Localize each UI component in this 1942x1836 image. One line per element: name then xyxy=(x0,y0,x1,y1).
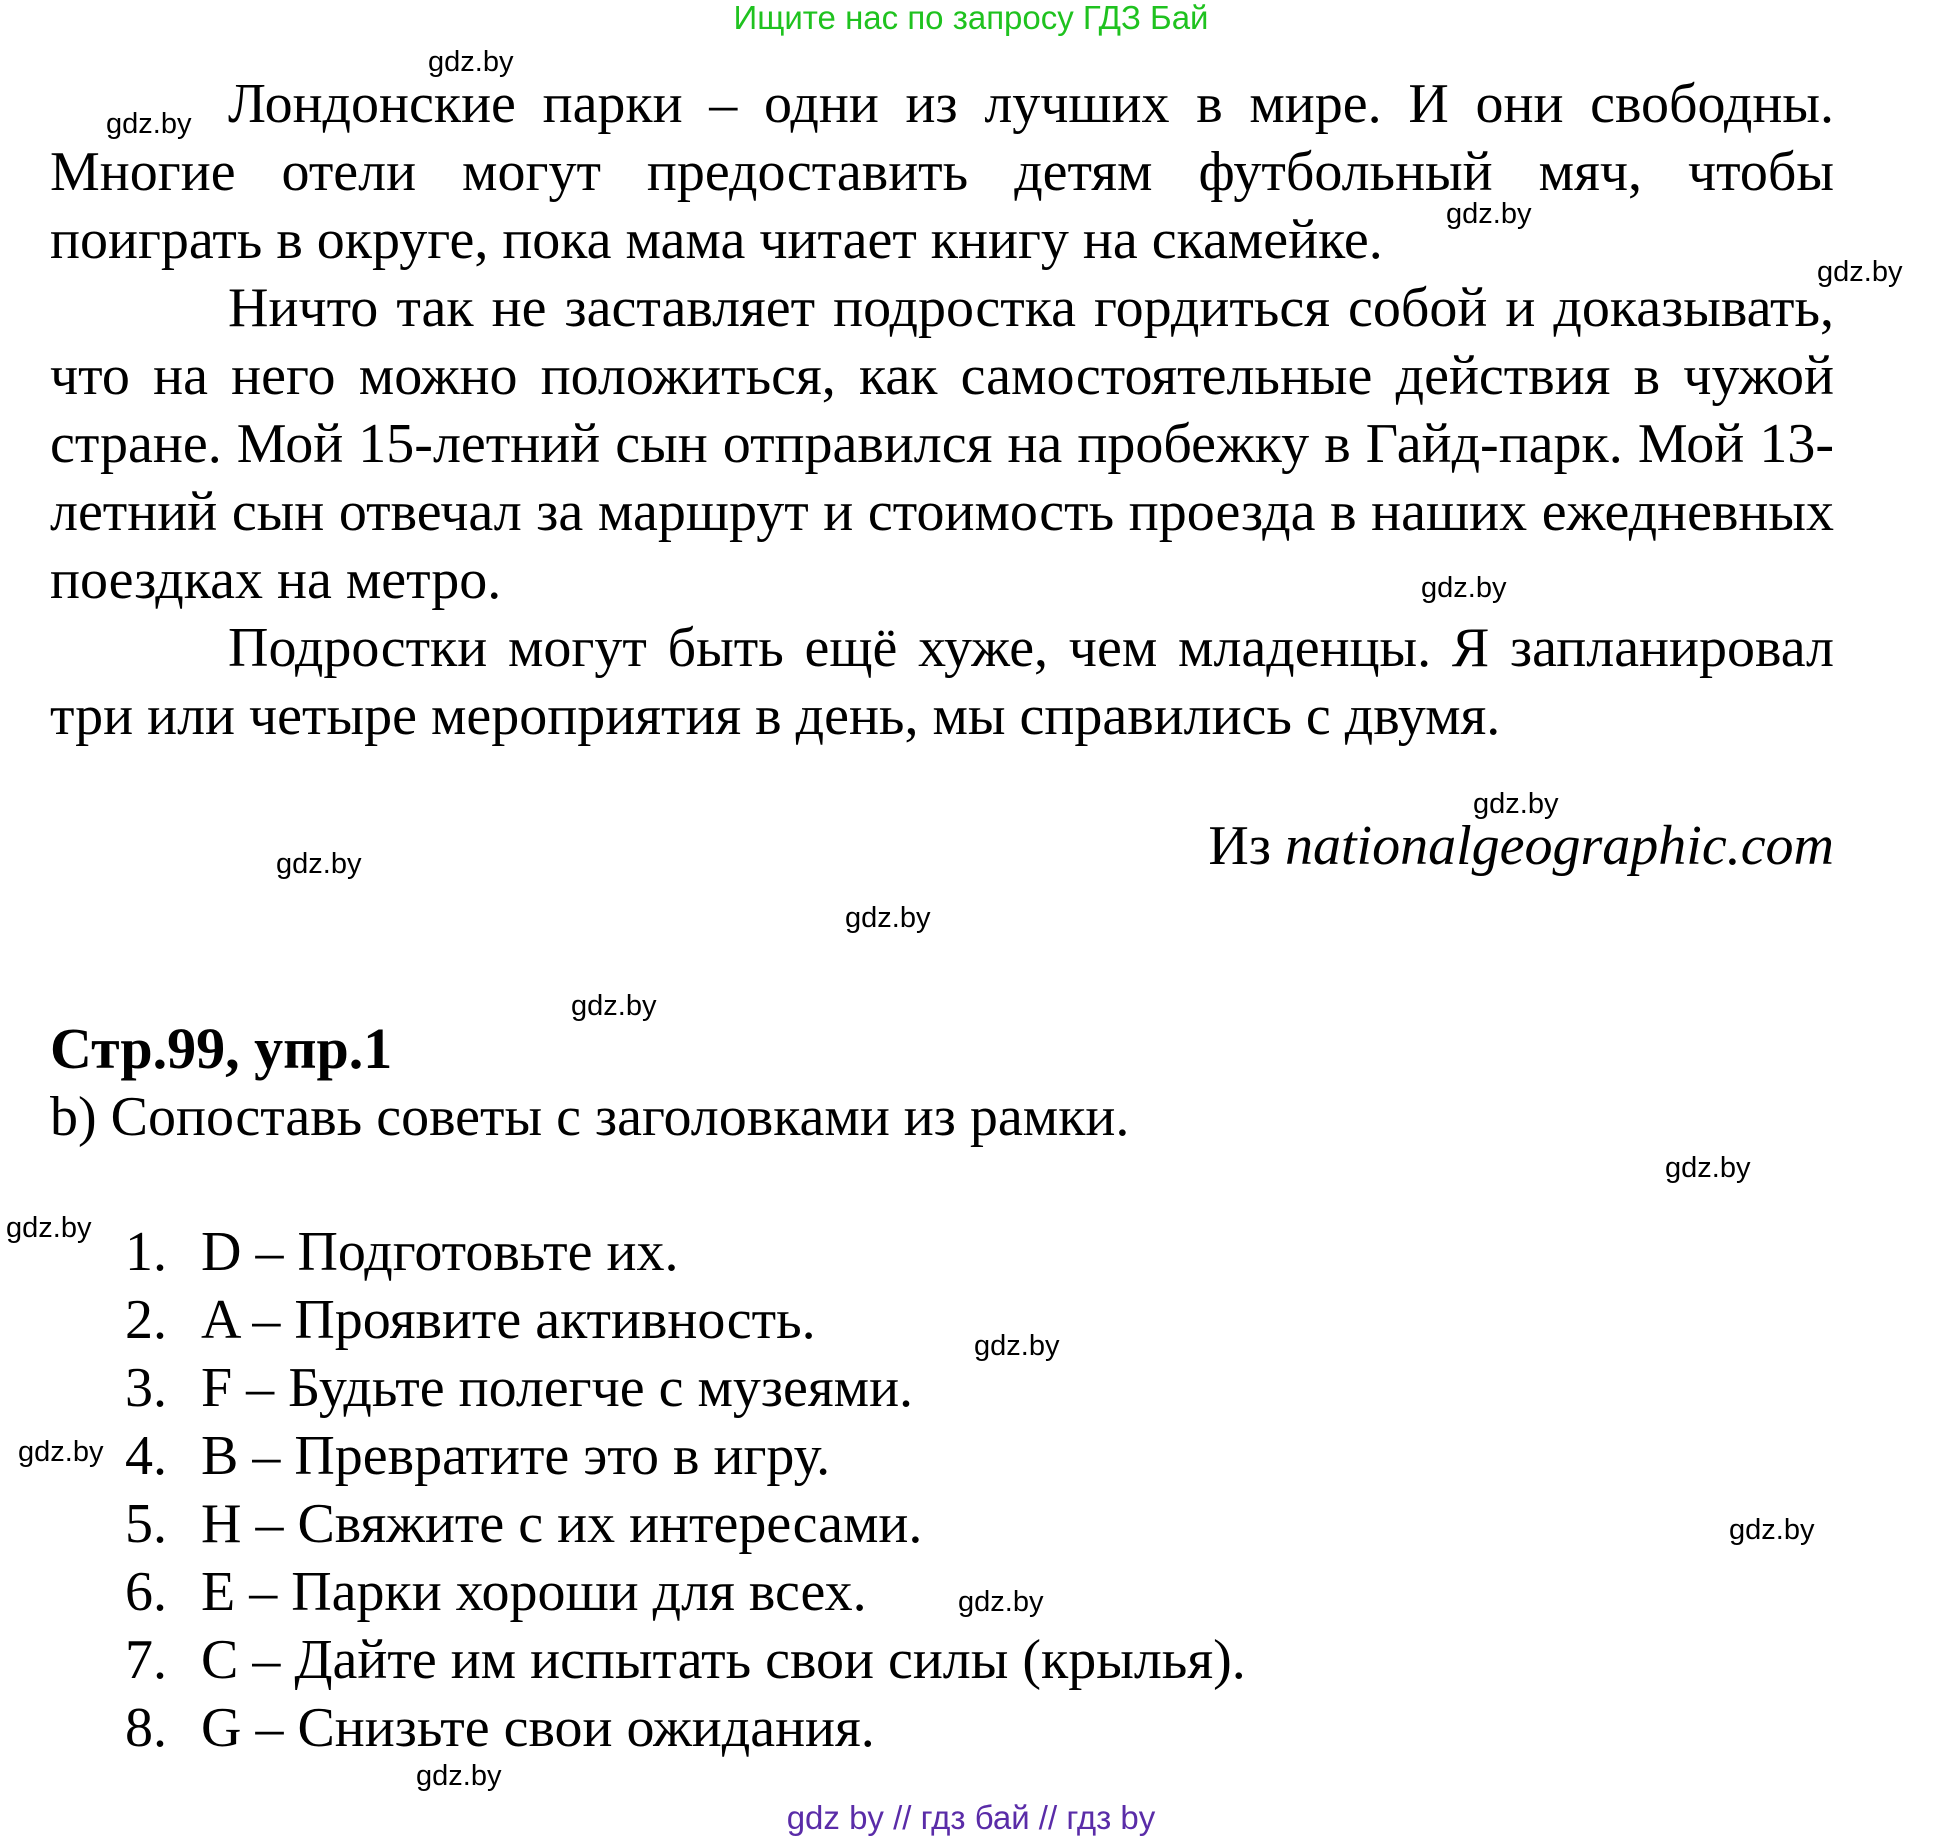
answer-text: B – Превратите это в игру. xyxy=(201,1425,831,1487)
answer-text: C – Дайте им испытать свои силы (крылья). xyxy=(201,1629,1246,1691)
watermark: gdz.by xyxy=(416,1760,502,1792)
answer-item xyxy=(125,1694,1246,1762)
watermark: gdz.by xyxy=(1421,572,1507,604)
paragraph-text: Ничто так не заставляет подростка гордиться собой и доказывать, что на него можно положиться, как самостоятельные действия в чужой стране. Мой 15-летний сын отправился на пробежку в Гайд-парк. Мой 13-летний сын отвечал за маршрут и стоимость проезда в наших ежедневных поездках на метро. xyxy=(50,277,1834,611)
answer-number: 7. xyxy=(125,1629,167,1691)
exercise-heading: Стр.99, упр.1 xyxy=(50,1016,393,1081)
top-banner: Ищите нас по запросу ГДЗ Бай xyxy=(733,0,1209,36)
watermark: gdz.by xyxy=(428,46,514,78)
answer-item xyxy=(125,1422,1246,1490)
article-paragraph-3 xyxy=(50,614,1834,750)
watermark: gdz.by xyxy=(1665,1152,1751,1184)
answer-number: 4. xyxy=(125,1425,167,1487)
bottom-banner: gdz by // гдз бай // гдз by xyxy=(786,1799,1156,1836)
watermark: gdz.by xyxy=(974,1330,1060,1362)
watermark: gdz.by xyxy=(106,108,192,140)
attribution-prefix: Из xyxy=(1208,815,1285,877)
answer-list xyxy=(125,1218,1246,1762)
article-paragraph-2 xyxy=(50,274,1834,614)
answer-item xyxy=(125,1626,1246,1694)
answer-text: A – Проявите активность. xyxy=(201,1289,816,1351)
answer-item xyxy=(125,1218,1246,1286)
answer-text: G – Снизьте свои ожидания. xyxy=(201,1697,875,1759)
exercise-task: b) Сопоставь советы с заголовками из рамки. xyxy=(50,1086,1130,1148)
answer-number: 6. xyxy=(125,1561,167,1623)
answer-item xyxy=(125,1286,1246,1354)
article-paragraph-1 xyxy=(50,70,1834,274)
watermark: gdz.by xyxy=(958,1586,1044,1618)
answer-text: D – Подготовьте их. xyxy=(201,1221,679,1283)
answer-text: E – Парки хороши для всех. xyxy=(201,1561,867,1623)
answer-number: 5. xyxy=(125,1493,167,1555)
answer-text: H – Свяжите с их интересами. xyxy=(201,1493,923,1555)
answer-number: 1. xyxy=(125,1221,167,1283)
answer-item xyxy=(125,1354,1246,1422)
watermark: gdz.by xyxy=(571,990,657,1022)
answer-number: 2. xyxy=(125,1289,167,1351)
watermark: gdz.by xyxy=(276,848,362,880)
answer-item xyxy=(125,1558,1246,1626)
source-attribution xyxy=(1208,812,1834,880)
paragraph-text: Лондонские парки – одни из лучших в мире. И они свободны. Многие отели могут предоставить детям футбольный мяч, чтобы поиграть в округе, пока мама читает книгу на скамейке. xyxy=(50,73,1834,271)
watermark: gdz.by xyxy=(1817,256,1903,288)
answer-item xyxy=(125,1490,1246,1558)
answer-number: 3. xyxy=(125,1357,167,1419)
answer-number: 8. xyxy=(125,1697,167,1759)
watermark: gdz.by xyxy=(1473,788,1559,820)
watermark: gdz.by xyxy=(6,1212,92,1244)
watermark: gdz.by xyxy=(18,1436,104,1468)
attribution-site: nationalgeographic.com xyxy=(1284,815,1834,877)
answer-text: F – Будьте полегче с музеями. xyxy=(201,1357,914,1419)
watermark: gdz.by xyxy=(845,902,931,934)
watermark: gdz.by xyxy=(1446,198,1532,230)
watermark: gdz.by xyxy=(1729,1514,1815,1546)
paragraph-text: Подростки могут быть ещё хуже, чем младенцы. Я запланировал три или четыре мероприятия в день, мы справились с двумя. xyxy=(50,617,1834,747)
